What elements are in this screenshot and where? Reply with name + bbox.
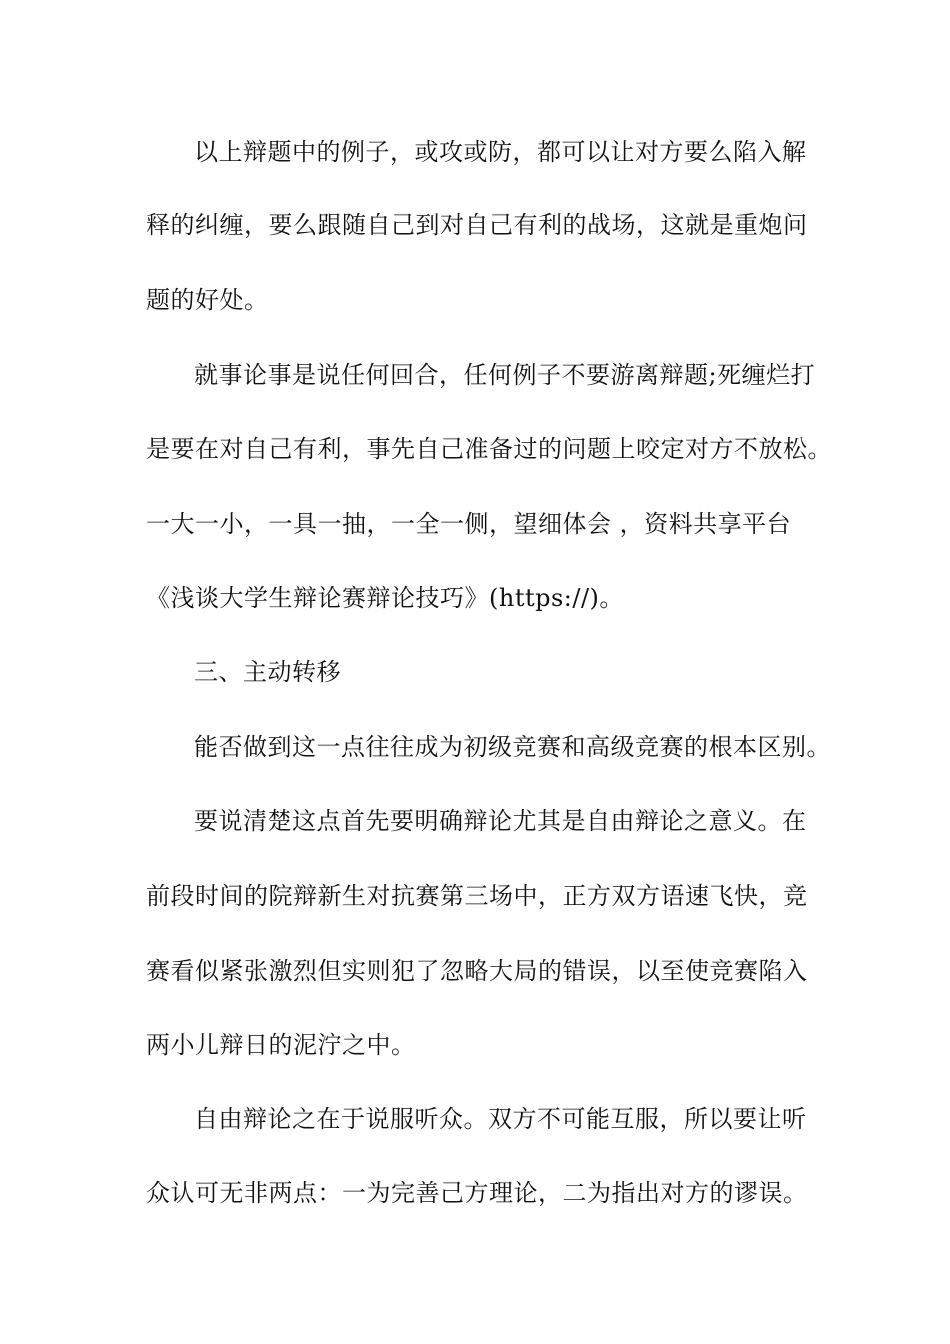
paragraph-line: 前段时间的院辩新生对抗赛第三场中，正方双方语速飞快，竞 [146, 882, 808, 910]
paragraph-line: 赛看似紧张激烈但实则犯了忽略大局的错误，以至使竞赛陷入 [146, 957, 808, 985]
paragraph-line: 题的好处。 [146, 286, 269, 314]
paragraph-line: 自由辩论之在于说服听众。双方不可能互服，所以要让听 [194, 1105, 807, 1133]
section-heading: 三、主动转移 [194, 658, 341, 686]
paragraph-line: 众认可无非两点：一为完善己方理论，二为指出对方的谬误。 [146, 1179, 808, 1207]
paragraph-line: 能否做到这一点往往成为初级竞赛和高级竞赛的根本区别。 [194, 733, 831, 761]
paragraph-line: 要说清楚这点首先要明确辩论尤其是自由辩论之意义。在 [194, 807, 807, 835]
paragraph-line: 释的纠缠，要么跟随自己到对自己有利的战场，这就是重炮问 [146, 211, 808, 239]
paragraph-line: 就事论事是说任何回合，任何例子不要游离辩题;死缠烂打 [194, 361, 816, 389]
paragraph-line: 《浅谈大学生辩论赛辩论技巧》(https://)。 [146, 584, 624, 612]
paragraph-line: 一大一小，一具一抽，一全一侧，望细体会 ，资料共享平台 [146, 510, 792, 538]
paragraph-line: 是要在对自己有利，事先自己准备过的问题上咬定对方不放松。 [146, 435, 832, 463]
paragraph-line: 两小儿辩日的泥泞之中。 [146, 1031, 416, 1059]
paragraph-line: 以上辩题中的例子，或攻或防，都可以让对方要么陷入解 [194, 138, 807, 166]
